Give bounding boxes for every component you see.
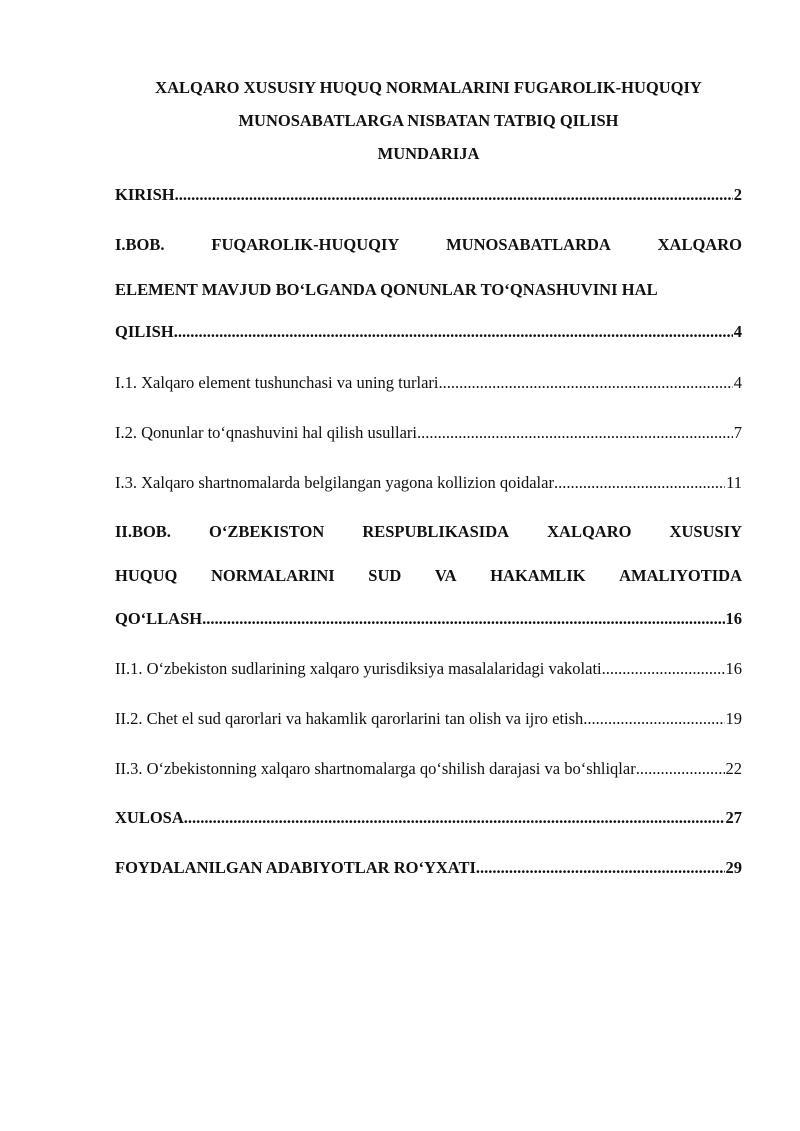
toc-entry-text: FOYDALANILGAN ADABIYOTLAR RO‘YXATI [115, 858, 476, 877]
toc-entry-bibliography[interactable] [115, 858, 742, 878]
toc-word: II.BOB. [115, 522, 171, 541]
toc-page-number: 16 [725, 609, 742, 628]
toc-entry-text: II.2. Chet el sud qarorlari va hakamlik qarorlarini tan olish va ijro etish [115, 709, 584, 728]
toc-entry-text: I.2. Qonunlar to‘qnashuvini hal qilish usullari [115, 423, 418, 442]
toc-leader-dots [174, 322, 733, 342]
toc-page-number: 19 [725, 709, 742, 728]
toc-chapter-1-line-2: ELEMENT MAVJUD BO‘LGANDA QONUNLAR TO‘QNASHUVINI HAL [115, 280, 658, 299]
toc-entry-kirish[interactable] [115, 185, 742, 205]
toc-page-number: 11 [726, 473, 742, 492]
toc-word: FUQAROLIK-HUQUQIY [211, 235, 400, 254]
toc-page-number: 4 [733, 373, 742, 392]
toc-leader-dots [184, 808, 725, 828]
toc-leader-dots [417, 423, 733, 443]
toc-chapter-2-line-3 [115, 609, 742, 629]
toc-leader-dots [636, 759, 725, 779]
toc-entry-section-1-1[interactable] [115, 373, 742, 393]
toc-page-number: 4 [733, 322, 742, 341]
toc-entry-text: II.3. O‘zbekistonning xalqaro shartnomalarga qo‘shilish darajasi va bo‘shliqlar [115, 759, 636, 778]
toc-leader-dots [554, 473, 725, 493]
contents-heading: MUNDARIJA [377, 144, 480, 163]
toc-entry-section-1-2[interactable] [115, 423, 742, 443]
toc-page-number: 16 [725, 659, 742, 678]
toc-word: HUQUQ [115, 566, 178, 585]
toc-chapter-2-line-2 [115, 566, 742, 586]
toc-entry-text: XULOSA [115, 808, 184, 827]
toc-word: HAKAMLIK [490, 566, 586, 585]
document-title-line-2: MUNOSABATLARGA NISBATAN TATBIQ QILISH [238, 111, 619, 130]
toc-chapter-2-line-1 [115, 522, 742, 542]
toc-word: NORMALARINI [210, 566, 335, 585]
toc-chapter-1-line-1 [115, 235, 742, 255]
toc-entry-text: QILISH [115, 322, 174, 341]
toc-entry-text: I.3. Xalqaro shartnomalarda belgilangan yagona kollizion qoidalar [115, 473, 554, 492]
document-title-line-1: XALQARO XUSUSIY HUQUQ NORMALARINI FUGAROLIK-HUQUQIY [155, 78, 702, 97]
toc-word: RESPUBLIKASIDA [362, 522, 510, 541]
toc-word: XALQARO [547, 522, 632, 541]
toc-word: XALQARO [657, 235, 742, 254]
toc-page-number: 2 [733, 185, 742, 204]
toc-word: VA [434, 566, 457, 585]
toc-entry-section-2-2[interactable] [115, 709, 742, 729]
toc-leader-dots [602, 659, 725, 679]
toc-leader-dots [175, 185, 733, 205]
toc-page-number: 27 [725, 808, 742, 827]
toc-leader-dots [202, 609, 724, 629]
toc-entry-section-2-3[interactable] [115, 759, 742, 779]
toc-leader-dots [476, 858, 725, 878]
toc-word: AMALIYOTIDA [619, 566, 742, 585]
toc-chapter-1-line-3 [115, 322, 742, 342]
toc-word: I.BOB. [115, 235, 165, 254]
toc-word: XUSUSIY [669, 522, 742, 541]
toc-entry-section-1-3[interactable] [115, 473, 742, 493]
toc-leader-dots [439, 373, 733, 393]
toc-entry-text: KIRISH [115, 185, 175, 204]
toc-word: O‘ZBEKISTON [209, 522, 325, 541]
toc-entry-text: II.1. O‘zbekiston sudlarining xalqaro yurisdiksiya masalalaridagi vakolati [115, 659, 602, 678]
toc-entry-xulosa[interactable] [115, 808, 742, 828]
toc-page-number: 22 [725, 759, 742, 778]
toc-word: MUNOSABATLARDA [446, 235, 611, 254]
toc-leader-dots [583, 709, 724, 729]
toc-entry-section-2-1[interactable] [115, 659, 742, 679]
toc-page-number: 7 [733, 423, 742, 442]
toc-entry-text: QO‘LLASH [115, 609, 203, 628]
toc-page-number: 29 [725, 858, 742, 877]
toc-word: SUD [368, 566, 402, 585]
toc-entry-text: I.1. Xalqaro element tushunchasi va uning turlari [115, 373, 439, 392]
